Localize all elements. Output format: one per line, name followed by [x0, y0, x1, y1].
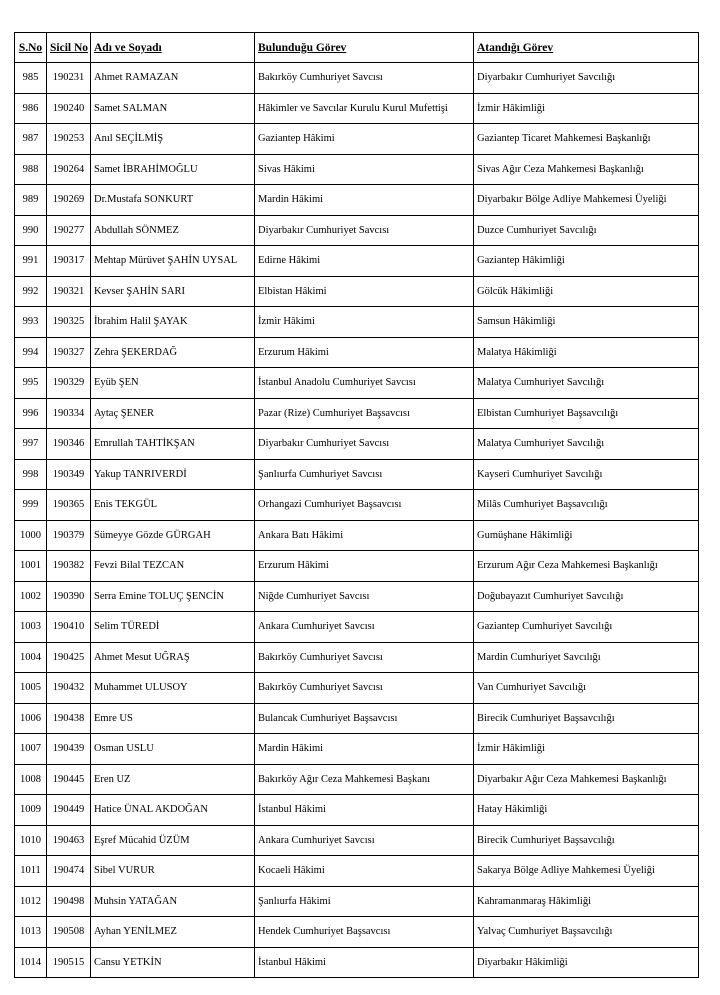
cell-current-post: Sivas Hâkimi: [255, 154, 474, 185]
cell-name: İbrahim Halil ŞAYAK: [91, 307, 255, 338]
cell-sicil-no: 190379: [47, 520, 91, 551]
table-row: [15, 947, 699, 978]
table-row: [15, 124, 699, 155]
cell-sicil-no: 190269: [47, 185, 91, 216]
cell-current-post: İzmir Hâkimi: [255, 307, 474, 338]
table-row: [15, 612, 699, 643]
cell-sno: 989: [15, 185, 47, 216]
table-row: [15, 886, 699, 917]
cell-current-post: İstanbul Hâkimi: [255, 947, 474, 978]
cell-assigned-post: Gaziantep Cumhuriyet Savcılığı: [474, 612, 699, 643]
cell-current-post: Şanlıurfa Hâkimi: [255, 886, 474, 917]
cell-assigned-post: Yalvaç Cumhuriyet Başsavcılığı: [474, 917, 699, 948]
cell-name: Ahmet RAMAZAN: [91, 63, 255, 94]
cell-name: Cansu YETKİN: [91, 947, 255, 978]
cell-sno: 1014: [15, 947, 47, 978]
cell-sicil-no: 190390: [47, 581, 91, 612]
table-row: [15, 764, 699, 795]
cell-sicil-no: 190321: [47, 276, 91, 307]
cell-sicil-no: 190508: [47, 917, 91, 948]
cell-sno: 1005: [15, 673, 47, 704]
cell-sno: 1008: [15, 764, 47, 795]
cell-name: Hatice ÜNAL AKDOĞAN: [91, 795, 255, 826]
table-row: [15, 185, 699, 216]
table-row: [15, 703, 699, 734]
cell-sno: 1002: [15, 581, 47, 612]
table-row: [15, 246, 699, 277]
cell-assigned-post: Gaziantep Ticaret Mahkemesi Başkanlığı: [474, 124, 699, 155]
cell-name: Ayhan YENİLMEZ: [91, 917, 255, 948]
cell-sicil-no: 190317: [47, 246, 91, 277]
cell-current-post: Hendek Cumhuriyet Başsavcısı: [255, 917, 474, 948]
table-header: [15, 33, 699, 63]
cell-sno: 1012: [15, 886, 47, 917]
table-row: [15, 276, 699, 307]
cell-current-post: Bakırköy Cumhuriyet Savcısı: [255, 63, 474, 94]
cell-assigned-post: İzmir Hâkimliği: [474, 734, 699, 765]
table-row: [15, 154, 699, 185]
table-row: [15, 459, 699, 490]
cell-name: Muhammet ULUSOY: [91, 673, 255, 704]
header-sno: S.No: [15, 33, 47, 63]
table-row: [15, 337, 699, 368]
cell-sno: 987: [15, 124, 47, 155]
cell-sno: 999: [15, 490, 47, 521]
cell-sno: 1009: [15, 795, 47, 826]
cell-current-post: Hâkimler ve Savcılar Kurulu Kurul Mufettişi: [255, 93, 474, 124]
cell-name: Samet SALMAN: [91, 93, 255, 124]
cell-current-post: Ankara Cumhuriyet Savcısı: [255, 612, 474, 643]
cell-current-post: Edirne Hâkimi: [255, 246, 474, 277]
cell-name: Osman USLU: [91, 734, 255, 765]
cell-sno: 994: [15, 337, 47, 368]
cell-name: Yakup TANRIVERDİ: [91, 459, 255, 490]
cell-assigned-post: İzmir Hâkimliği: [474, 93, 699, 124]
cell-sicil-no: 190325: [47, 307, 91, 338]
header-row: [15, 33, 699, 63]
cell-current-post: Ankara Cumhuriyet Savcısı: [255, 825, 474, 856]
assignment-table: [14, 32, 699, 978]
cell-assigned-post: Diyarbakır Bölge Adliye Mahkemesi Üyeliği: [474, 185, 699, 216]
cell-current-post: Pazar (Rize) Cumhuriyet Başsavcısı: [255, 398, 474, 429]
cell-current-post: Diyarbakır Cumhuriyet Savcısı: [255, 429, 474, 460]
cell-current-post: Niğde Cumhuriyet Savcısı: [255, 581, 474, 612]
cell-assigned-post: Duzce Cumhuriyet Savcılığı: [474, 215, 699, 246]
cell-sno: 1006: [15, 703, 47, 734]
cell-current-post: Elbistan Hâkimi: [255, 276, 474, 307]
cell-name: Sümeyye Gözde GÜRGAH: [91, 520, 255, 551]
cell-assigned-post: Samsun Hâkimliği: [474, 307, 699, 338]
table-row: [15, 795, 699, 826]
cell-sicil-no: 190445: [47, 764, 91, 795]
cell-sno: 997: [15, 429, 47, 460]
cell-sicil-no: 190382: [47, 551, 91, 582]
cell-assigned-post: Kayseri Cumhuriyet Savcılığı: [474, 459, 699, 490]
cell-name: Eyüb ŞEN: [91, 368, 255, 399]
cell-current-post: Mardin Hâkimi: [255, 185, 474, 216]
cell-sicil-no: 190515: [47, 947, 91, 978]
cell-assigned-post: Birecik Cumhuriyet Başsavcılığı: [474, 825, 699, 856]
cell-assigned-post: Milâs Cumhuriyet Başsavcılığı: [474, 490, 699, 521]
cell-sicil-no: 190264: [47, 154, 91, 185]
cell-name: Fevzi Bilal TEZCAN: [91, 551, 255, 582]
cell-sicil-no: 190463: [47, 825, 91, 856]
cell-current-post: Diyarbakır Cumhuriyet Savcısı: [255, 215, 474, 246]
cell-current-post: İstanbul Anadolu Cumhuriyet Savcısı: [255, 368, 474, 399]
table-row: [15, 581, 699, 612]
cell-assigned-post: Erzurum Ağır Ceza Mahkemesi Başkanlığı: [474, 551, 699, 582]
cell-sicil-no: 190438: [47, 703, 91, 734]
cell-name: Aytaç ŞENER: [91, 398, 255, 429]
cell-sicil-no: 190425: [47, 642, 91, 673]
cell-current-post: Erzurum Hâkimi: [255, 551, 474, 582]
cell-assigned-post: Gölcük Hâkimliği: [474, 276, 699, 307]
cell-current-post: Ankara Batı Hâkimi: [255, 520, 474, 551]
cell-sno: 998: [15, 459, 47, 490]
cell-name: Eren UZ: [91, 764, 255, 795]
cell-sno: 996: [15, 398, 47, 429]
cell-sno: 995: [15, 368, 47, 399]
cell-current-post: Orhangazi Cumhuriyet Başsavcısı: [255, 490, 474, 521]
cell-sicil-no: 190346: [47, 429, 91, 460]
cell-sno: 991: [15, 246, 47, 277]
cell-sno: 1013: [15, 917, 47, 948]
table-row: [15, 429, 699, 460]
table-row: [15, 215, 699, 246]
cell-name: Emre US: [91, 703, 255, 734]
cell-sicil-no: 190365: [47, 490, 91, 521]
cell-current-post: Gaziantep Hâkimi: [255, 124, 474, 155]
table-row: [15, 398, 699, 429]
cell-sicil-no: 190439: [47, 734, 91, 765]
table-row: [15, 825, 699, 856]
cell-sno: 1011: [15, 856, 47, 887]
cell-assigned-post: Doğubayazıt Cumhuriyet Savcılığı: [474, 581, 699, 612]
cell-name: Dr.Mustafa SONKURT: [91, 185, 255, 216]
cell-assigned-post: Malatya Cumhuriyet Savcılığı: [474, 429, 699, 460]
cell-name: Sibel VURUR: [91, 856, 255, 887]
cell-assigned-post: Hatay Hâkimliği: [474, 795, 699, 826]
table-body: [15, 63, 699, 978]
header-sicil-no: Sicil No: [47, 33, 91, 63]
table-row: [15, 673, 699, 704]
cell-assigned-post: Diyarbakır Hâkimliği: [474, 947, 699, 978]
cell-name: Mehtap Mürüvet ŞAHİN UYSAL: [91, 246, 255, 277]
cell-sicil-no: 190410: [47, 612, 91, 643]
cell-current-post: Erzurum Hâkimi: [255, 337, 474, 368]
table-row: [15, 307, 699, 338]
cell-assigned-post: Diyarbakır Cumhuriyet Savcılığı: [474, 63, 699, 94]
cell-sno: 1010: [15, 825, 47, 856]
cell-name: Ahmet Mesut UĞRAŞ: [91, 642, 255, 673]
cell-current-post: Bakırköy Ağır Ceza Mahkemesi Başkanı: [255, 764, 474, 795]
cell-name: Abdullah SÖNMEZ: [91, 215, 255, 246]
cell-name: Serra Emine TOLUÇ ŞENCİN: [91, 581, 255, 612]
cell-sno: 1003: [15, 612, 47, 643]
cell-assigned-post: Kahramanmaraş Hâkimliği: [474, 886, 699, 917]
cell-name: Samet İBRAHİMOĞLU: [91, 154, 255, 185]
cell-sicil-no: 190329: [47, 368, 91, 399]
cell-sicil-no: 190253: [47, 124, 91, 155]
cell-sicil-no: 190277: [47, 215, 91, 246]
cell-name: Zehra ŞEKERDAĞ: [91, 337, 255, 368]
cell-assigned-post: Sivas Ağır Ceza Mahkemesi Başkanlığı: [474, 154, 699, 185]
cell-sicil-no: 190240: [47, 93, 91, 124]
cell-sno: 1004: [15, 642, 47, 673]
table-row: [15, 93, 699, 124]
cell-assigned-post: Diyarbakır Ağır Ceza Mahkemesi Başkanlığı: [474, 764, 699, 795]
cell-sicil-no: 190474: [47, 856, 91, 887]
table-row: [15, 734, 699, 765]
table-row: [15, 520, 699, 551]
cell-current-post: Bakırköy Cumhuriyet Savcısı: [255, 642, 474, 673]
header-assigned-post: Atandığı Görev: [474, 33, 699, 63]
cell-sno: 986: [15, 93, 47, 124]
cell-sno: 993: [15, 307, 47, 338]
table-row: [15, 551, 699, 582]
cell-sicil-no: 190349: [47, 459, 91, 490]
cell-assigned-post: Gumüşhane Hâkimliği: [474, 520, 699, 551]
cell-sno: 1007: [15, 734, 47, 765]
cell-sno: 1000: [15, 520, 47, 551]
cell-name: Emrullah TAHTİKŞAN: [91, 429, 255, 460]
cell-assigned-post: Mardin Cumhuriyet Savcılığı: [474, 642, 699, 673]
cell-assigned-post: Van Cumhuriyet Savcılığı: [474, 673, 699, 704]
cell-sicil-no: 190231: [47, 63, 91, 94]
table-row: [15, 642, 699, 673]
cell-sno: 985: [15, 63, 47, 94]
cell-sno: 988: [15, 154, 47, 185]
cell-assigned-post: Elbistan Cumhuriyet Başsavcılığı: [474, 398, 699, 429]
cell-sicil-no: 190498: [47, 886, 91, 917]
cell-name: Eşref Mücahid ÜZÜM: [91, 825, 255, 856]
table-row: [15, 490, 699, 521]
cell-sicil-no: 190327: [47, 337, 91, 368]
cell-current-post: Kocaeli Hâkimi: [255, 856, 474, 887]
cell-current-post: Şanlıurfa Cumhuriyet Savcısı: [255, 459, 474, 490]
cell-sno: 992: [15, 276, 47, 307]
cell-current-post: Bulancak Cumhuriyet Başsavcısı: [255, 703, 474, 734]
cell-current-post: İstanbul Hâkimi: [255, 795, 474, 826]
table-row: [15, 856, 699, 887]
header-name: Adı ve Soyadı: [91, 33, 255, 63]
cell-name: Kevser ŞAHİN SARI: [91, 276, 255, 307]
header-current-post: Bulunduğu Görev: [255, 33, 474, 63]
cell-assigned-post: Malatya Hâkimliği: [474, 337, 699, 368]
cell-assigned-post: Malatya Cumhuriyet Savcılığı: [474, 368, 699, 399]
cell-current-post: Bakırköy Cumhuriyet Savcısı: [255, 673, 474, 704]
cell-current-post: Mardin Hâkimi: [255, 734, 474, 765]
cell-sicil-no: 190432: [47, 673, 91, 704]
table-row: [15, 368, 699, 399]
table-row: [15, 63, 699, 94]
cell-assigned-post: Gaziantep Hâkimliği: [474, 246, 699, 277]
cell-sicil-no: 190449: [47, 795, 91, 826]
cell-sno: 990: [15, 215, 47, 246]
cell-name: Muhsin YATAĞAN: [91, 886, 255, 917]
cell-assigned-post: Birecik Cumhuriyet Başsavcılığı: [474, 703, 699, 734]
cell-name: Enis TEKGÜL: [91, 490, 255, 521]
table-row: [15, 917, 699, 948]
cell-sicil-no: 190334: [47, 398, 91, 429]
cell-assigned-post: Sakarya Bölge Adliye Mahkemesi Üyeliği: [474, 856, 699, 887]
cell-name: Anıl SEÇİLMİŞ: [91, 124, 255, 155]
cell-sno: 1001: [15, 551, 47, 582]
cell-name: Selim TÜREDİ: [91, 612, 255, 643]
